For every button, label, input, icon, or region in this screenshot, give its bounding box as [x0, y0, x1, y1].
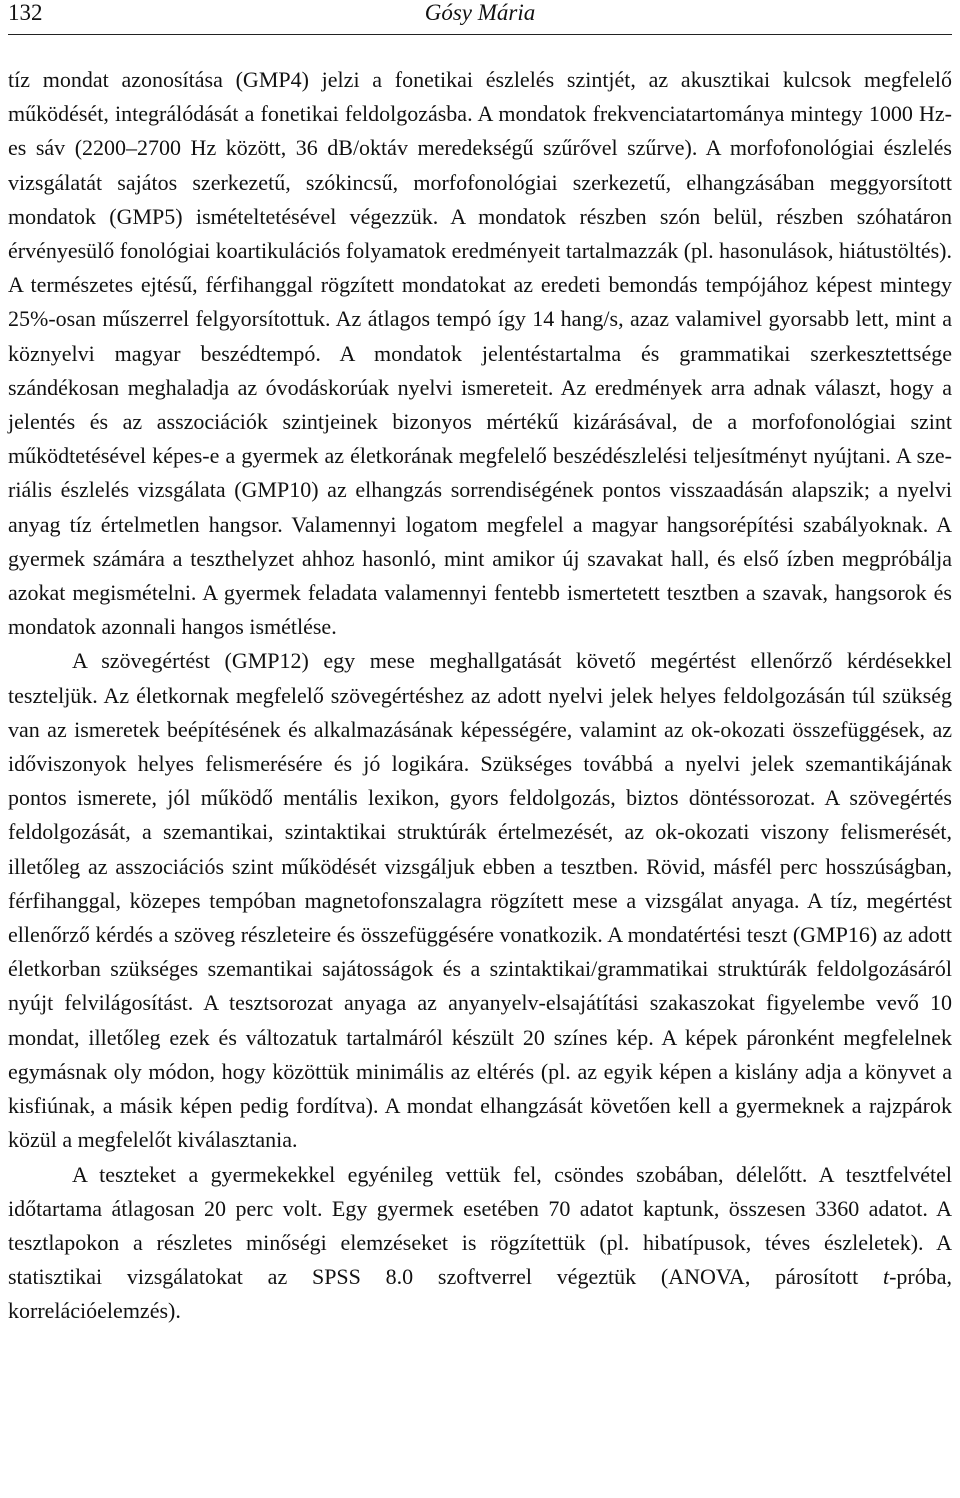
page-header [8, 0, 952, 35]
t-test-italic: t [882, 1264, 890, 1290]
running-head-author: Gósy Mária [424, 0, 536, 25]
page-number: 132 [8, 0, 43, 25]
paragraph-3-text: A teszteket a gyermekekkel egyénileg vettük fel, csöndes szobában, délelőtt. A tesztfelvétel időtartama átlagosan 20 perc volt. Egy gyermek esetében 70 adatot kaptunk, összesen 3360 adatot. A tesztlapokon a részletes minőségi elemzéseket is rögzítettük (pl. hibatípusok, téves észleletek). A statisztikai vizsgálatokat az SPSS 8.0 szoftverrel végeztük (ANOVA, párosított [8, 1161, 952, 1290]
paragraph-3 [8, 1158, 952, 1329]
body-text [8, 63, 952, 1329]
paragraph-1: tíz mondat azonosítása (GMP4) jelzi a fonetikai észlelés szintjét, az akusztikai kulcsok megfelelő működését, integrálódását a fonetikai feldolgozásba. A mondatok frekvenciatartománya mintegy 1000 Hz-es sáv (2200–2700 Hz között, 36 dB/​oktáv meredekségű szűrővel szűrve). A morfofonológiai észlelés vizsgálatát sajátos szerkezetű, szókincsű, morfofonológiai szerkezetű, elhangzásában meggyorsított mondatok (GMP5) ismételtetésével végezzük. A mondatok részben szón belül, részben szóhatáron érvényesülő fonológiai koartikulációs folyamatok eredményeit tartalmazzák (pl. hasonulások, hiátustöltés). A természetes ejtésű, férfihanggal rögzített mondatokat az eredeti bemondás tempójához képest mintegy 25%-osan műszerrel felgyorsítottuk. Az átlagos tempó így 14 hang/s, azaz valamivel gyorsabb lett, mint a köznyelvi magyar beszédtempó. A mondatok jelentéstartalma és grammatikai szerkesztettsége szándékosan meghaladja az óvodáskorúak nyelvi ismereteit. Az eredmények arra adnak választ, hogy a jelentés és az asszociációk szintjeinek bizonyos mértékű kizárásával, de a morfofonológiai szint működtetésével képes-e a gyermek az életkorának megfelelő beszédészlelési teljesítményt nyújtani. A szeriális észlelés vizsgálata (GMP10) az elhangzás sorrendiségének pontos visszaadásán alapszik; a nyelvi anyag tíz értelmetlen hangsor. Valamennyi logatom megfelel a magyar hangsorépítési szabályoknak. A gyermek számára a teszthelyzet ahhoz hasonló, mint amikor új szavakat hall, és első ízben megpróbálja azokat megismételni. A gyermek feladata valamennyi fentebb ismertetett tesztben a szavak, hangsorok és mondatok azonnali hangos ismétlése. [8, 67, 952, 640]
paragraph-3-tail: -próba, korrelációelemzés). [8, 1264, 952, 1324]
paragraph-2: A szövegértést (GMP12) egy mese meghallgatását követő megértést ellenőrző kérdésekkel teszteljük. Az életkornak megfelelő szövegértéshez az adott nyelvi jelek helyes feldolgozásán túl szükség van az ismeretek beépítésének és alkalmazásának képességére, valamint az ok-okozati összefüggések, az időviszonyok helyes felismerésére és jó logikára. Szükséges továbbá a nyelvi jelek szemantikájának pontos ismerete, jól működő mentális lexikon, gyors feldolgozás, biztos döntéssorozat. A szövegértés feldolgozását, a szemantikai, szintaktikai struktúrák értelmezését, az ok-okozati viszony felismerését, illetőleg az asszociációs szint működését vizsgáljuk ebben a tesztben. Rövid, másfél perc hosszúságban, férfihanggal, közepes tempóban magnetofonszalagra rögzített mese a vizsgálat anyaga. A tíz, megértést ellenőrző kérdés a szöveg részleteire és összefüggésére vonatkozik. A mondatértési teszt (GMP16) az adott életkorban szükséges szemantikai sajátosságok és a szintaktikai/grammatikai struktúrák feldolgozásáról nyújt felvilágosítást. A tesztsorozat anyaga az anyanyelv-elsajátítási szakaszokat figyelembe vevő 10 mondat, illetőleg ezek és változatuk tartalmáról készült 20 színes kép. A képek páronként megfelelnek egymásnak oly módon, hogy közöttük minimális az eltérés (pl. az egyik képen a kislány adja a könyvet a kisfiúnak, a másik képen pedig fordítva). A mondat elhangzását követően kell a gyermeknek a rajzpárok közül a megfelelőt kiválasztania. [8, 648, 952, 1153]
